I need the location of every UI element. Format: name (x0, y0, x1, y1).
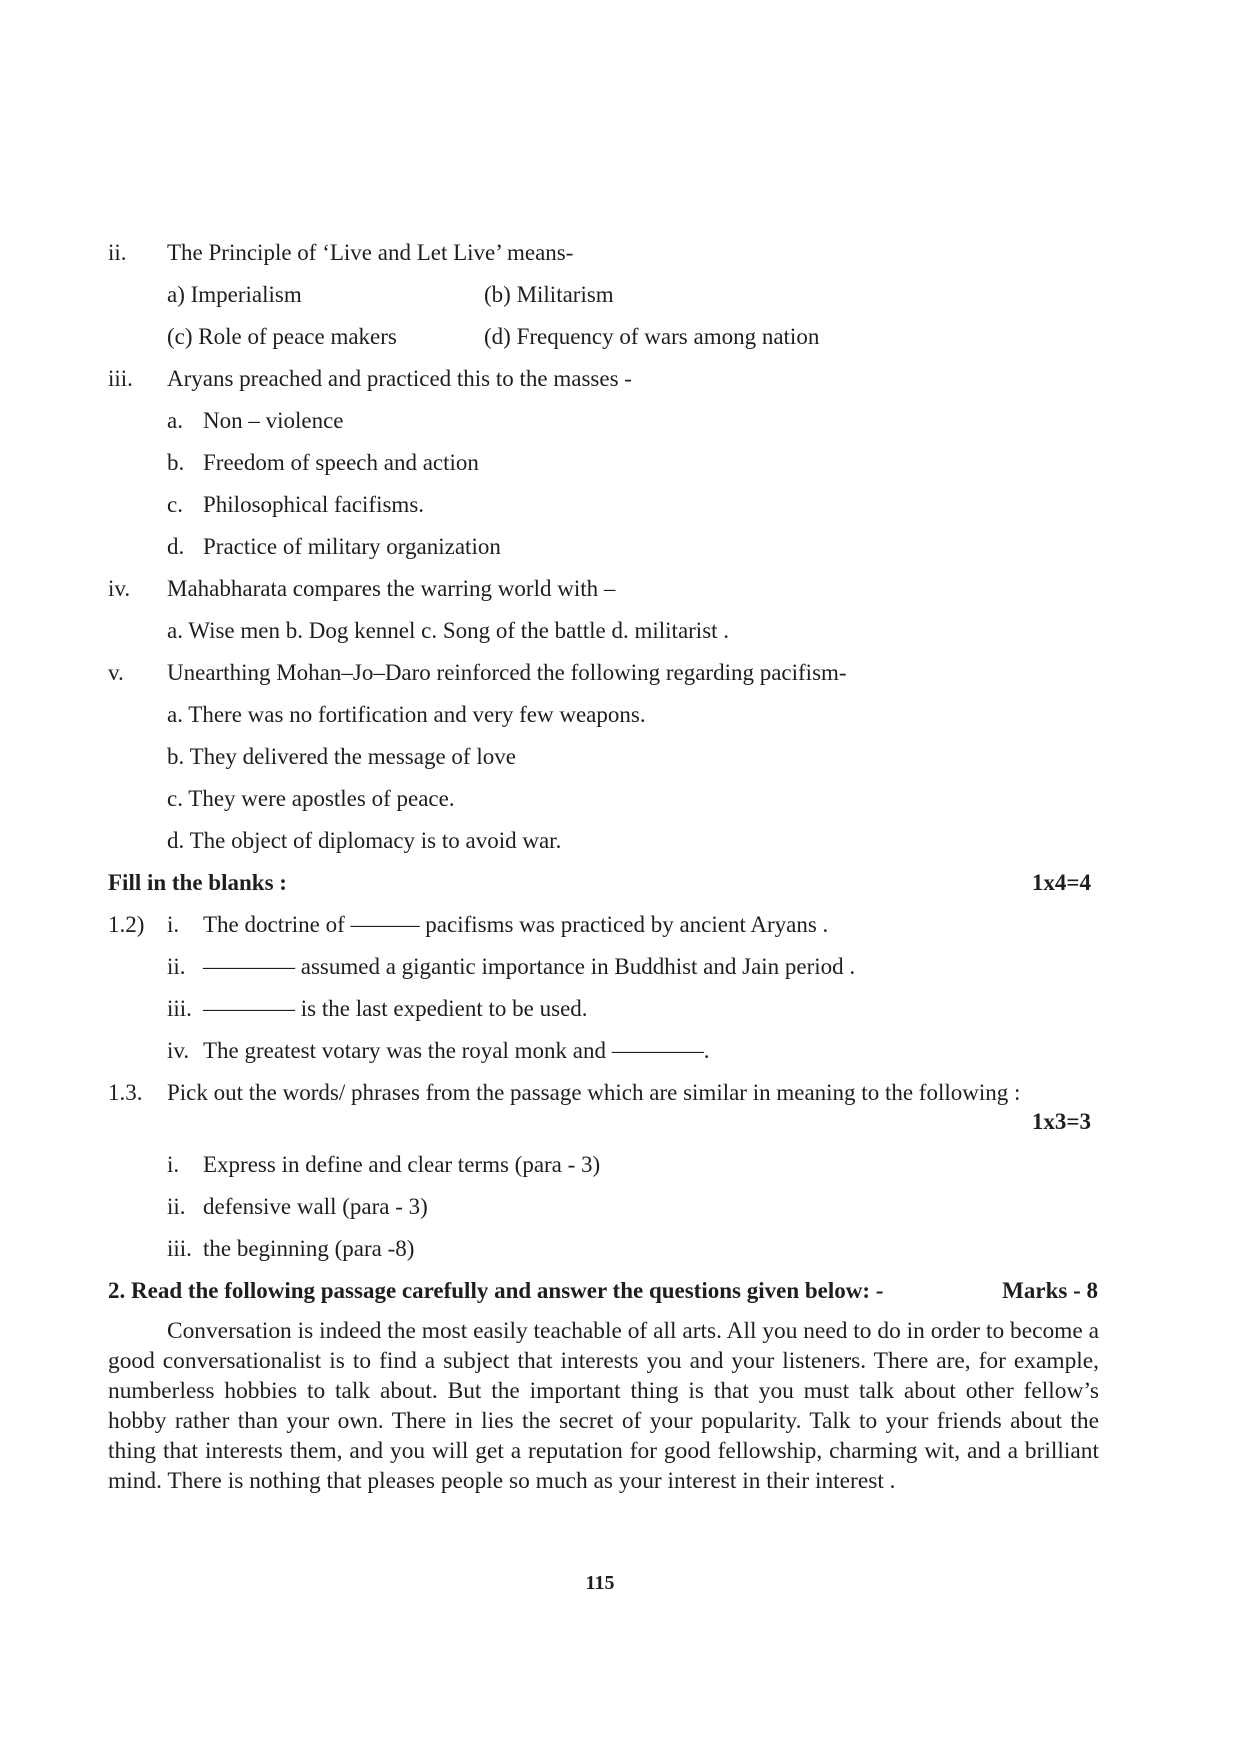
marks-label: 1x3=3 (1031, 1109, 1091, 1134)
item-text: ———— is the last expedient to be used. (203, 996, 588, 1021)
item-number: iv. (167, 1038, 190, 1063)
page-number: 115 (585, 1572, 615, 1594)
options-line: a. Wise men b. Dog kennel c. Song of the battle d. militarist . (167, 618, 730, 643)
item-text: Express in define and clear terms (para - 3) (203, 1152, 601, 1177)
option-b: (b) Militarism (484, 282, 614, 307)
option-text: Freedom of speech and action (203, 450, 479, 475)
passage: Conversation is indeed the most easily teachable of all arts. All you need to do in order to become a good conversationalist is to find a subject that interests you and your listeners. There are, for example, numberless hobbies to talk about. But the important thing is that you must talk about other fellow’s hobby rather than your own. There in lies the secret of your popularity. Talk to your friends about the thing that interests them, and you will get a reputation for good fellowship, charming wit, and a brilliant mind. There is nothing that pleases people so much as your interest in their interest . (108, 1318, 1099, 1494)
question-text: Mahabharata compares the warring world with – (167, 576, 616, 601)
option-d: (d) Frequency of wars among nation (484, 324, 820, 349)
marks-label: 1x4=4 (1031, 870, 1091, 895)
question-text: The Principle of ‘Live and Let Live’ means- (167, 240, 574, 265)
option-letter: c. (167, 492, 183, 517)
option: c. They were apostles of peace. (167, 786, 455, 811)
item-number: ii. (167, 954, 186, 979)
option: a. There was no fortification and very few weapons. (167, 702, 646, 727)
marks-label: Marks - 8 (1002, 1278, 1098, 1303)
option-letter: b. (167, 450, 185, 475)
option-text: Philosophical facifisms. (203, 492, 425, 517)
item-text: ———— assumed a gigantic importance in Buddhist and Jain period . (203, 954, 856, 979)
option-a: a) Imperialism (167, 282, 302, 307)
item-number: iii. (167, 1236, 192, 1261)
item-number: i. (167, 1152, 180, 1177)
option-text: Practice of military organization (203, 534, 501, 559)
item-text: the beginning (para -8) (203, 1236, 415, 1261)
option: b. They delivered the message of love (167, 744, 516, 769)
option-letter: a. (167, 408, 183, 433)
question-number: 1.2) (108, 912, 145, 937)
item-number: i. (167, 912, 180, 937)
item-text: defensive wall (para - 3) (203, 1194, 428, 1219)
section-heading: 2. Read the following passage carefully and answer the questions given below: - (108, 1278, 884, 1303)
item-text: The doctrine of ——— pacifisms was practiced by ancient Aryans . (203, 912, 829, 937)
option: d. The object of diplomacy is to avoid war. (167, 828, 562, 853)
option-text: Non – violence (203, 408, 344, 433)
question-number: ii. (108, 240, 127, 265)
question-number: iv. (108, 576, 131, 601)
item-number: iii. (167, 996, 192, 1021)
option-c: (c) Role of peace makers (167, 324, 397, 349)
question-number: v. (108, 660, 124, 685)
question-text: Pick out the words/ phrases from the passage which are similar in meaning to the following : (167, 1080, 1021, 1105)
question-text: Aryans preached and practiced this to the masses - (167, 366, 632, 391)
question-number: iii. (108, 366, 133, 391)
question-number: 1.3. (108, 1080, 143, 1105)
question-text: Unearthing Mohan–Jo–Daro reinforced the following regarding pacifism- (167, 660, 847, 685)
item-text: The greatest votary was the royal monk and ————. (203, 1038, 710, 1063)
option-letter: d. (167, 534, 185, 559)
section-heading: Fill in the blanks : (108, 870, 287, 895)
item-number: ii. (167, 1194, 186, 1219)
